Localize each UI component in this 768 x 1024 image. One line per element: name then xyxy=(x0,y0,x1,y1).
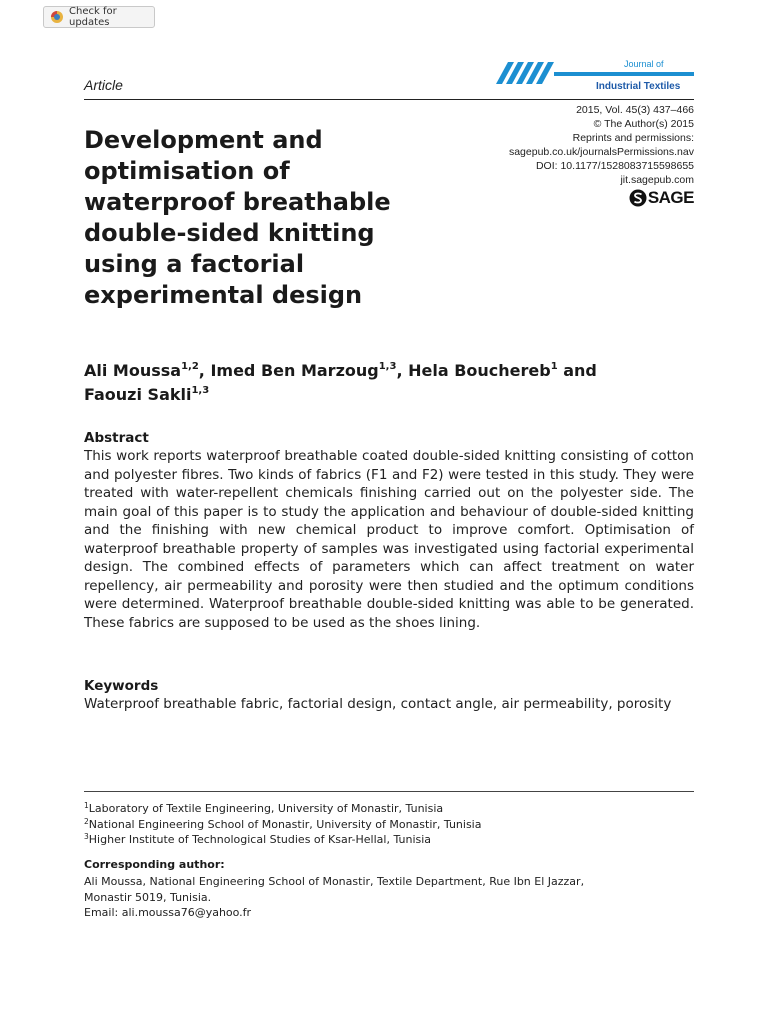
affiliation-list xyxy=(84,801,694,848)
publication-meta xyxy=(509,103,694,187)
author-name[interactable]: Hela Bouchereb xyxy=(408,361,551,380)
sage-s-icon xyxy=(629,189,647,207)
reprints-label: Reprints and permissions: xyxy=(572,132,694,144)
journal-name: Industrial Textiles xyxy=(596,81,681,92)
check-for-updates-button[interactable] xyxy=(43,6,155,28)
journal-site-link[interactable]: jit.sagepub.com xyxy=(620,174,694,186)
article-title: Development and optimisation of waterproof breathable double-sided knitting using a factorial experimental design xyxy=(84,126,391,309)
affiliation-item xyxy=(84,801,694,817)
affiliation-text: Higher Institute of Technological Studies of Ksar-Hellal, Tunisia xyxy=(88,833,432,846)
permissions-link[interactable]: sagepub.co.uk/journalsPermissions.nav xyxy=(508,146,694,158)
keywords-heading: Keywords xyxy=(84,678,159,694)
header-divider xyxy=(84,99,694,100)
citation: 2015, Vol. 45(3) 437–466 xyxy=(576,104,694,116)
affiliation-number: 2 xyxy=(84,816,89,826)
author-affiliation-marker: 1,3 xyxy=(191,385,210,396)
affiliation-item xyxy=(84,832,694,848)
doi[interactable]: DOI: 10.1177/1528083715598655 xyxy=(535,160,694,172)
affiliation-text: National Engineering School of Monastir, University of Monastir, Tunisia xyxy=(88,817,482,831)
corresponding-address-line: Ali Moussa, National Engineering School of Monastir, Textile Department, Rue Ibn El Jazzar, xyxy=(84,875,585,888)
affiliation-text: Laboratory of Textile Engineering, University of Monastir, Tunisia xyxy=(88,802,444,815)
author-separator: , xyxy=(396,361,409,380)
footnote-divider xyxy=(84,791,694,792)
author-affiliation-marker: 1,2 xyxy=(181,361,199,372)
abstract-heading: Abstract xyxy=(84,430,149,446)
affiliation-number: 3 xyxy=(84,832,89,841)
article-type-label: Article xyxy=(84,77,123,93)
corresponding-email[interactable]: Email: ali.moussa76@yahoo.fr xyxy=(84,906,252,919)
keywords-text: Waterproof breathable fabric, factorial design, contact angle, air permeability, porosity xyxy=(84,696,672,712)
author-list xyxy=(84,359,694,407)
corresponding-author-details xyxy=(84,874,644,921)
author-name[interactable]: Ali Moussa xyxy=(84,361,182,380)
author-separator: , xyxy=(198,361,211,380)
publisher-name: SAGE xyxy=(647,188,694,207)
corresponding-author-heading: Corresponding author: xyxy=(84,858,225,871)
publisher-logo xyxy=(629,188,694,208)
journal-name-top: Journal of xyxy=(624,59,664,69)
abstract-text: This work reports waterproof breathable coated double-sided knitting consisting of cotton and polyester fibres. Two kinds of fabrics (F1 and F2) were tested in this study. They were treated with water-repellent chemicals finishing carried out on the polyester side. The main goal of this paper is to study the application and behaviour of double-sided knitting and the finishing with new chemical product to improve comfort. Optimisation of waterproof breathable property of samples was investigated using factorial experimental design. The combined effects of parameters which can affect treatment on water repellency, air permeability and porosity were then studied and the optimum conditions were determined. Waterproof breathable double-sided knitting was able to be generated. These fabrics are supposed to be used as the shoes lining. xyxy=(84,448,694,631)
corresponding-address-line: Monastir 5019, Tunisia. xyxy=(84,890,212,904)
check-updates-label: Check for updates xyxy=(69,6,117,28)
author-affiliation-marker: 1 xyxy=(550,361,558,372)
author-separator: and xyxy=(557,361,597,380)
check-updates-icon xyxy=(50,10,64,24)
author-name[interactable]: Imed Ben Marzoug xyxy=(210,361,379,380)
author-name[interactable]: Faouzi Sakli xyxy=(84,385,192,404)
affiliation-number: 1 xyxy=(84,801,89,810)
affiliation-item xyxy=(84,817,694,833)
copyright: © The Author(s) 2015 xyxy=(593,118,694,130)
author-affiliation-marker: 1,3 xyxy=(378,361,397,372)
